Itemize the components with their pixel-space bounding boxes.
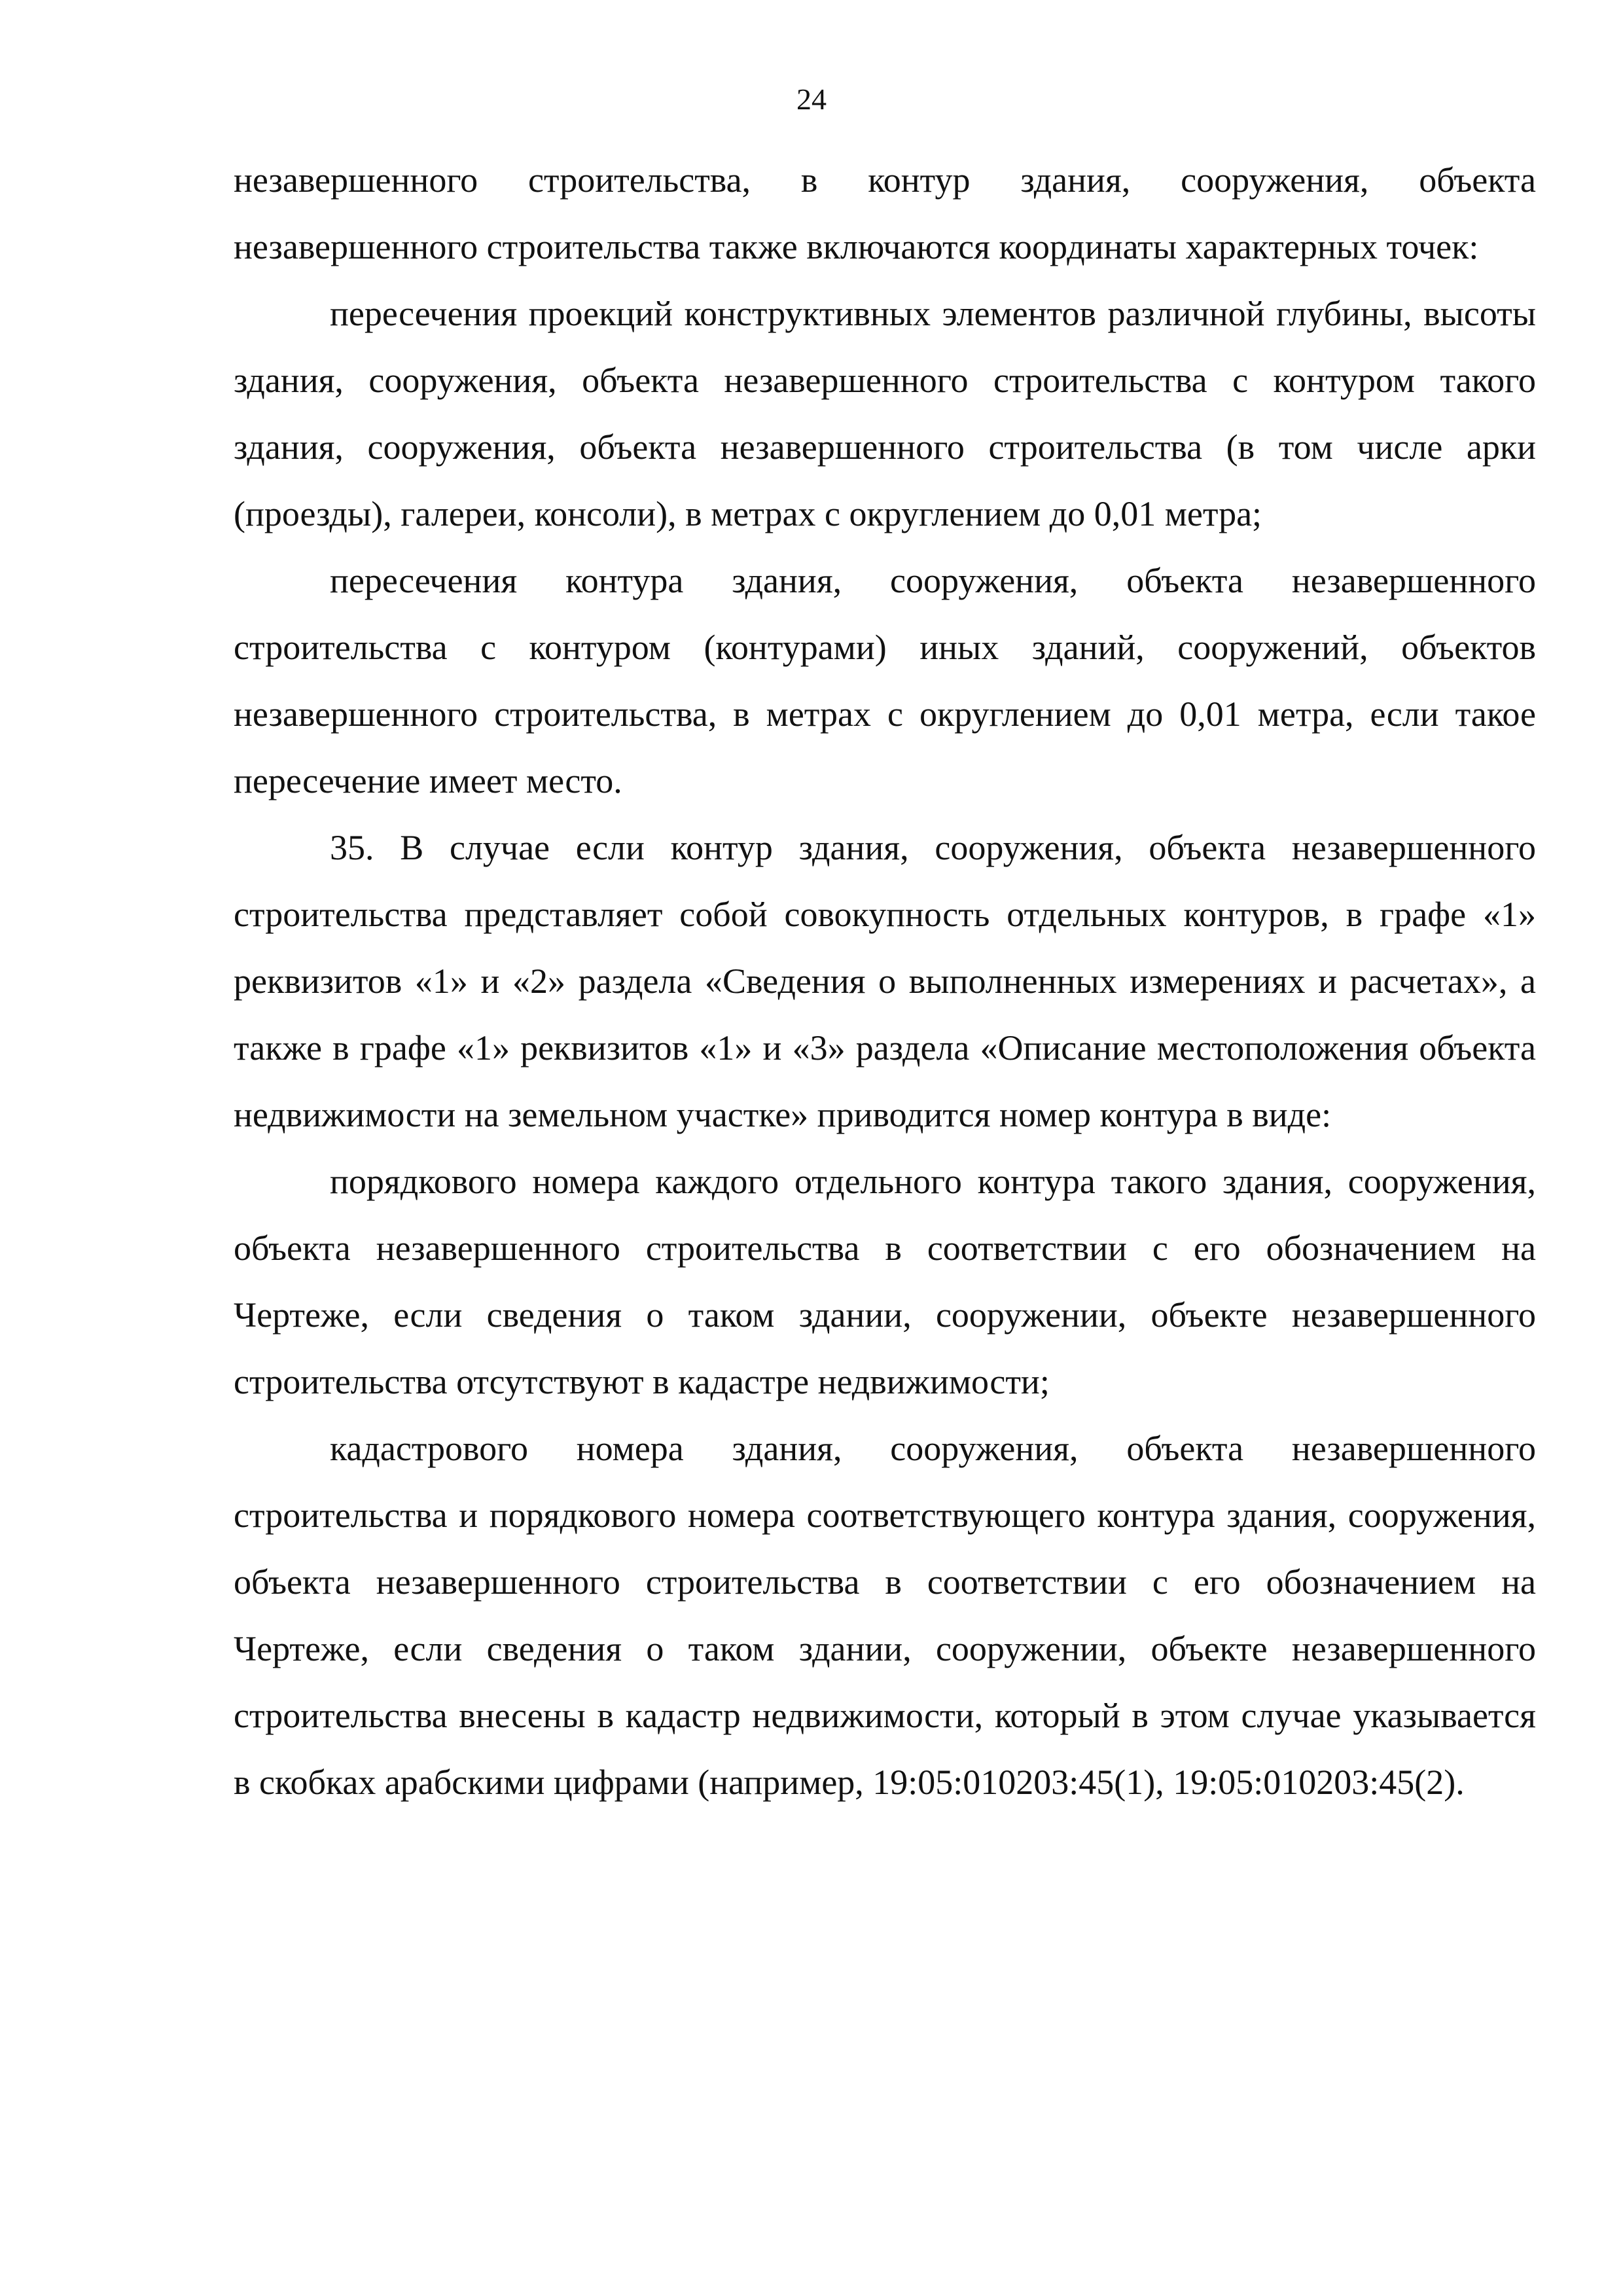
paragraph-ordinal-number: порядкового номера каждого отдельного контура такого здания, сооружения, объекта незавершенного строительства в соответствии с его обозначением на Чертеже, если сведения о таком здании, сооружении, объекте незавершенного строительства отсутствуют в кадастре недвижимости;: [234, 1162, 1536, 1401]
paragraph-projection-intersections: пересечения проекций конструктивных элементов различной глубины, высоты здания, сооружения, объекта незавершенного строительства с контуром такого здания, сооружения, объекта незавершенного строительства (в том числе арки (проезды), галереи, консоли), в метрах с округлением до 0,01 метра;: [234, 294, 1536, 533]
paragraph-clause-35: 35. В случае если контур здания, сооружения, объекта незавершенного строительства представляет собой совокупность отдельных контуров, в графе «1» реквизитов «1» и «2» раздела «Сведения о выполненных измерениях и расчетах», а также в графе «1» реквизитов «1» и «3» раздела «Описание местоположения объекта недвижимости на земельном участке» приводится номер контура в виде:: [234, 828, 1536, 1134]
paragraph-continuation: незавершенного строительства, в контур здания, сооружения, объекта незавершенного строительства также включаются координаты характерных точек:: [234, 160, 1536, 266]
paragraph-contour-intersections: пересечения контура здания, сооружения, объекта незавершенного строительства с контуром (контурами) иных зданий, сооружений, объектов незавершенного строительства, в метрах с округлением до 0,01 метра, если такое пересечение имеет место.: [234, 561, 1536, 800]
page-number: 24: [796, 82, 827, 116]
paragraph-cadastral-number: кадастрового номера здания, сооружения, объекта незавершенного строительства и порядкового номера соответствующего контура здания, сооружения, объекта незавершенного строительства в соответствии с его обозначением на Чертеже, если сведения о таком здании, сооружении, объекте незавершенного строительства внесены в кадастр недвижимости, который в этом случае указывается в скобках арабскими цифрами (например, 19:05:010203:45(1), 19:05:010203:45(2).: [234, 1429, 1536, 1802]
document-body: [234, 147, 1536, 1816]
